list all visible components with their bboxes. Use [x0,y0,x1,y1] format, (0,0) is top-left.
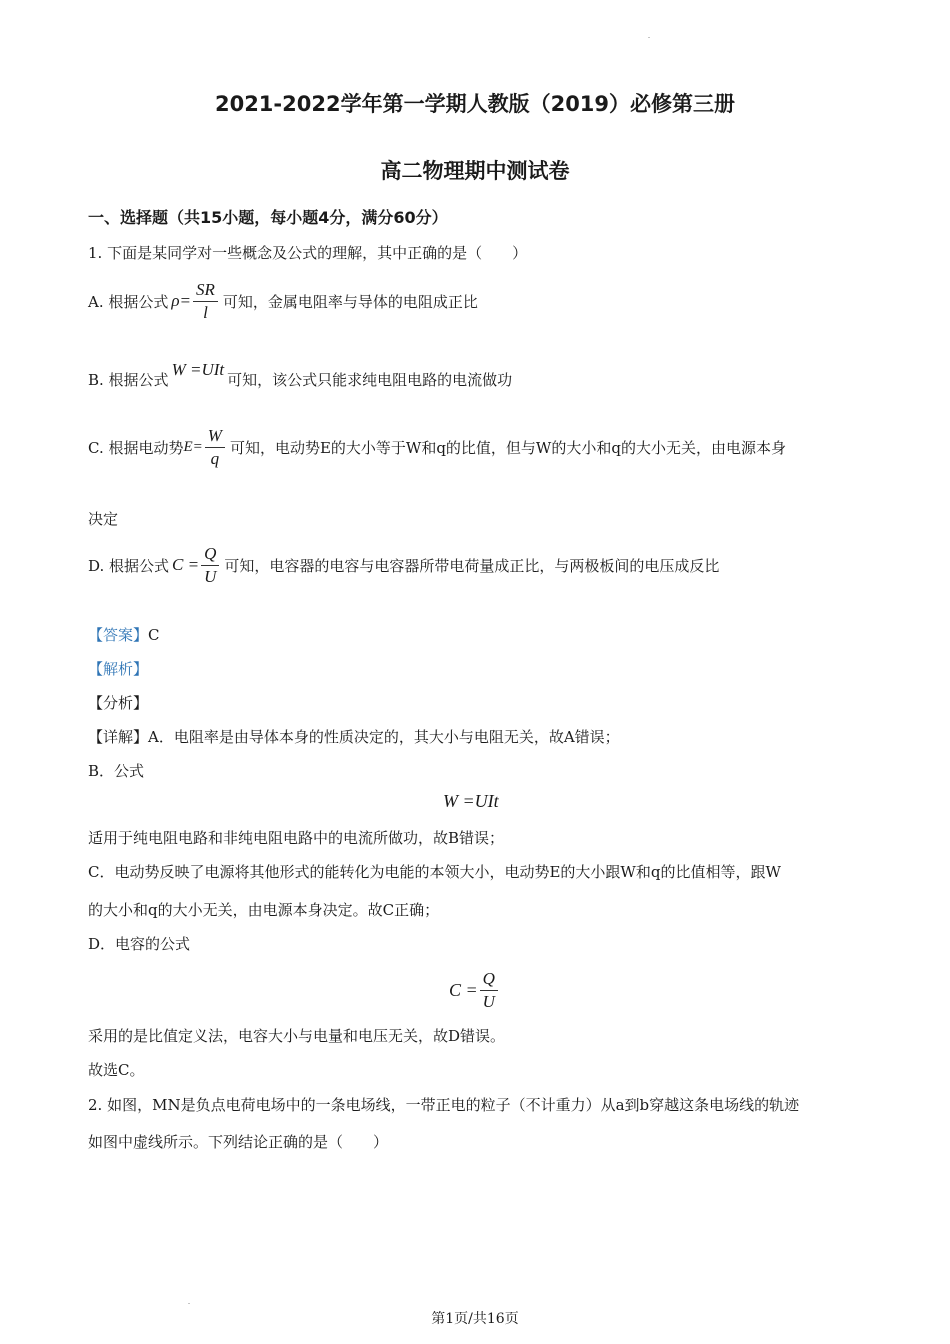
capacitance-symbol: C = [172,555,200,574]
detail-d-head: D．电容的公式 [88,935,191,953]
page-subtitle: 高二物理期中测试卷 [380,159,570,183]
equation-capacitance [449,965,500,1015]
fraction-denominator: U [201,565,219,588]
detail-d-note: 采用的是比值定义法，电容大小与电量和电压无关，故D错误。 [88,1027,506,1045]
option-d-prefix: D. 根据公式 [88,556,170,575]
option-a-suffix: 可知，金属电阻率与导体的电阻成正比 [222,292,478,311]
fraction-denominator: U [480,990,498,1013]
answer-label: 【答案】 [88,626,149,644]
page-title: 2021-2022学年第一学期人教版（2019）必修第三册 [214,92,736,116]
answer-line [88,624,160,645]
detail-a: 【详解】A．电阻率是由导体本身的性质决定的，其大小与电阻无关，故A错误； [88,728,620,746]
q1-option-c [88,420,786,474]
detail-b-note: 适用于纯电阻电路和非纯电阻电路中的电流所做功，故B错误； [88,829,505,847]
fraction-numerator: SR [196,279,215,299]
formula-c-fraction [205,425,225,470]
fraction-numerator: Q [482,968,495,988]
formula-b: W =UIt [171,360,225,379]
option-c-prefix: C. 根据电动势 [88,438,184,457]
conclusion: 故选C。 [88,1061,145,1079]
option-d-suffix: 可知，电容器的电容与电容器所带电荷量成正比，与两极板间的电压成反比 [224,556,720,575]
section-heading: 一、选择题（共15小题，每小题4分，满分60分） [88,208,448,227]
emf-symbol: E= [183,438,203,455]
option-c-continuation: 决定 [88,510,119,528]
capacitance-fraction [480,968,498,1013]
option-a-prefix: A. 根据公式 [88,292,169,311]
fraction-denominator: q [205,447,225,470]
rho-symbol: ρ= [171,291,192,310]
detail-b-head: B．公式 [88,762,145,780]
q1-option-b [88,360,512,390]
equation-work: W =UIt [443,791,499,811]
option-b-prefix: B. 根据公式 [88,371,169,389]
q1-option-d [88,540,719,590]
q1-stem: 1. 下面是某同学对一些概念及公式的理解，其中正确的是（ ） [88,244,528,262]
analysis-label: 【解析】 [88,660,149,678]
detail-c-line1: C．电动势反映了电源将其他形式的能转化为电能的本领大小，电动势E的大小跟W和q的比值相等，跟W [88,863,781,881]
capacitance-symbol: C = [449,979,478,1000]
q2-line1: 2. 如图，MN是负点电荷电场中的一条电场线，一带正电的粒子（不计重力）从a到b穿越这条电场线的轨迹 [88,1096,800,1114]
detail-c-line2: 的大小和q的大小无关，由电源本身决定。故C正确； [88,901,440,919]
q2-line2: 如图中虚线所示。下列结论正确的是（ ） [88,1133,389,1151]
fraction-numerator: Q [204,543,217,563]
q1-option-a [88,276,478,326]
fenxi-label: 【分析】 [88,694,149,712]
option-b-suffix: 可知，该公式只能求纯电阻电路的电流做功 [227,371,513,389]
formula-d-fraction [201,543,219,588]
footer-mark: - [188,1300,191,1307]
formula-a-fraction [193,279,218,324]
header-mark: - [648,34,651,41]
option-c-suffix: 可知，电动势E的大小等于W和q的比值，但与W的大小和q的大小无关，由电源本身 [229,438,786,457]
fraction-denominator: l [193,301,218,324]
fraction-numerator: W [207,425,222,445]
page-footer: 第1页/共16页 [431,1311,519,1327]
answer-value: C [148,626,160,644]
